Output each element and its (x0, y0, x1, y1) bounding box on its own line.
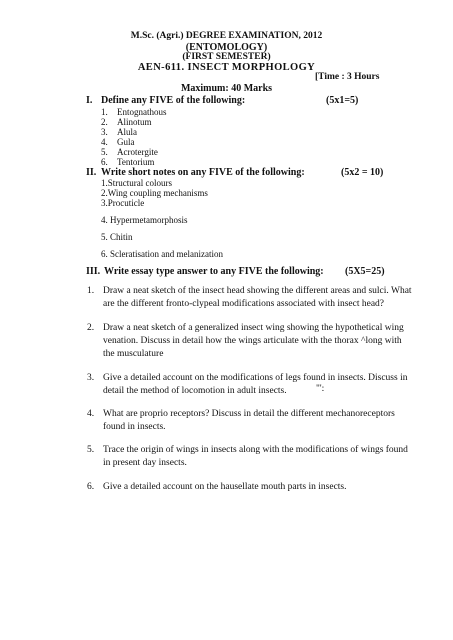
section-number: III. (86, 266, 101, 277)
section-number: II. (86, 167, 97, 178)
list-item: Entognathous (117, 107, 167, 117)
list-item-number: 2. (101, 117, 108, 127)
list-item-number: 1. (101, 107, 108, 117)
list-item: 3.Procuticle (101, 198, 145, 208)
list-item: 4. Hypermetamorphosis (101, 215, 188, 225)
section-marks: (5x1=5) (326, 95, 359, 106)
section-title: Write short notes on any FIVE of the following: (101, 167, 305, 178)
question-text-line: venation. Discuss in detail how the wings articulate with the thorax ^long with (103, 336, 402, 346)
question-text-line: Trace the origin of wings in insects along with the modifications of wings found (103, 445, 408, 455)
max-marks: Maximum: 40 Marks (180, 83, 273, 94)
list-item-number: 3. (101, 127, 108, 137)
department: (ENTOMOLOGY) (185, 42, 268, 53)
semester: (FIRST SEMESTER) (182, 52, 271, 62)
question-text-line: Draw a neat sketch of a generalized insect wing showing the hypothetical wing (103, 323, 404, 333)
list-item: 5. Chitin (101, 232, 133, 242)
list-item: Alula (117, 127, 137, 137)
question-text-line: Give a detailed account on the modifications of legs found in insects. Discuss in (103, 373, 408, 383)
question-text-line: What are proprio receptors? Discuss in detail the different mechanoreceptors (103, 409, 395, 419)
question-number: 3. (87, 373, 95, 383)
list-item: Gula (117, 137, 135, 147)
exam-title: M.Sc. (Agri.) DEGREE EXAMINATION, 2012 (130, 31, 323, 41)
question-number: 5. (87, 445, 95, 455)
list-item: Tentorium (117, 157, 155, 167)
list-item-number: 6. (101, 157, 108, 167)
section-marks: (5x2 = 10) (341, 167, 384, 178)
list-item-number: 4. (101, 137, 108, 147)
question-text-line: the musculature (103, 349, 164, 359)
question-number: 6. (87, 482, 95, 492)
list-item: 2.Wing coupling mechanisms (101, 188, 208, 198)
question-text-line: detail the method of locomotion in adult insects. (103, 386, 287, 396)
question-text-line: in present day insects. (103, 458, 187, 468)
question-number: 4. (87, 409, 95, 419)
list-item-number: 5. (101, 147, 108, 157)
course-title: AEN-611. INSECT MORPHOLOGY (137, 62, 316, 73)
list-item: Acrotergite (117, 147, 158, 157)
stray-mark: "': (316, 384, 325, 394)
section-title: Define any FIVE of the following: (101, 95, 246, 106)
list-item: Alinotum (117, 117, 152, 127)
question-text-line: Draw a neat sketch of the insect head showing the different areas and sulci. What (103, 286, 412, 296)
list-item: 1.Structural colours (101, 178, 172, 188)
list-item: 6. Scleratisation and melanization (101, 249, 223, 259)
section-title: Write essay type answer to any FIVE the following: (104, 266, 324, 277)
question-text-line: are the different fronto-clypeal modifications associated with insect head? (103, 299, 385, 309)
question-text-line: Give a detailed account on the hausellate mouth parts in insects. (103, 482, 347, 492)
section-number: I. (86, 95, 93, 106)
section-marks: (5X5=25) (345, 266, 385, 277)
time-label: [Time : 3 Hours (315, 72, 380, 82)
question-number: 1. (87, 286, 95, 296)
question-text-line: found in insects. (103, 422, 166, 432)
question-number: 2. (87, 323, 95, 333)
